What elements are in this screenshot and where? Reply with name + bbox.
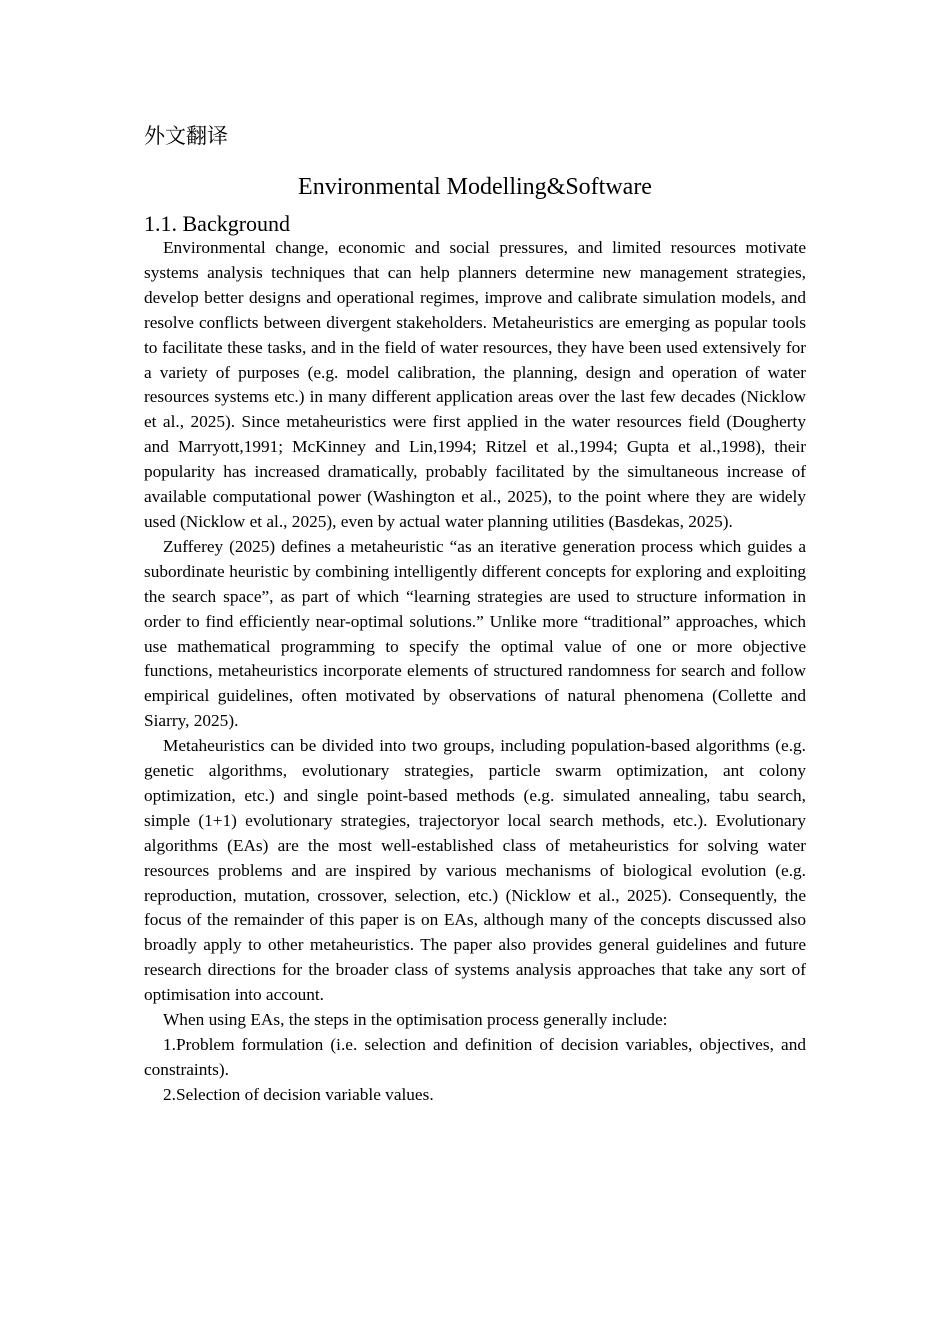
list-item-step-1: 1.Problem formulation (i.e. selection and definition of decision variables, objectives, and constraints). <box>144 1035 806 1079</box>
chinese-heading: 外文翻译 <box>144 124 228 148</box>
paragraph-metaheuristic-definition: Zufferey (2025) defines a metaheuristic “as an iterative generation process which guides a subordinate heuristic by combining intelligently different concepts for exploring and exploiting the search space”, as part of which “learning strategies are used to structure information in order to find efficiently near-optimal solutions.” Unlike more “traditional” approaches, which use mathematical programming to specify the optimal value of one or more objective functions, metaheuristics incorporate elements of structured randomness for search and follow empirical guidelines, often motivated by observations of natural phenomena (Collette and Siarry, 2025). <box>144 536 806 731</box>
paragraph-optimisation-steps-intro: When using EAs, the steps in the optimisation process generally include: <box>163 1010 668 1030</box>
paragraph-metaheuristic-groups: Metaheuristics can be divided into two groups, including population-based algorithms (e.g. genetic algorithms, evolutionary strategies, particle swarm optimization, ant colony optimization, etc.) and single point-based methods (e.g. simulated annealing, tabu search, simple (1+1) evolutionary strategies, trajectoryor local search methods, etc.). Evolutionary algorithms (EAs) are the most well-established class of metaheuristics for solving water resources problems and are inspired by various mechanisms of biological evolution (e.g. reproduction, mutation, crossover, selection, etc.) (Nicklow et al., 2025). Consequently, the focus of the remainder of this paper is on EAs, although many of the concepts discussed also broadly apply to other metaheuristics. The paper also provides general guidelines and future research directions for the broader class of systems analysis approaches that take any sort of optimisation into account. <box>144 736 806 1005</box>
paragraph-background-intro: Environmental change, economic and social pressures, and limited resources motivate systems analysis techniques that can help planners determine new management strategies, develop better designs and operational regimes, improve and calibrate simulation models, and resolve conflicts between divergent stakeholders. Metaheuristics are emerging as popular tools to facilitate these tasks, and in the field of water resources, they have been used extensively for a variety of purposes (e.g. model calibration, the planning, design and operation of water resources systems etc.) in many different application areas over the last few decades (Nicklow et al., 2025). Since metaheuristics were first applied in the water resources field (Dougherty and Marryott,1991; McKinney and Lin,1994; Ritzel et al.,1994; Gupta et al.,1998), their popularity has increased dramatically, probably facilitated by the simultaneous increase of available computational power (Washington et al., 2025), to the point where they are widely used (Nicklow et al., 2025), even by actual water planning utilities (Basdekas, 2025). <box>144 238 806 531</box>
list-item-step-2: 2.Selection of decision variable values. <box>163 1084 434 1104</box>
section-heading: 1.1. Background <box>144 211 291 236</box>
body-text <box>144 236 806 1108</box>
document-title: Environmental Modelling&Software <box>298 174 652 200</box>
